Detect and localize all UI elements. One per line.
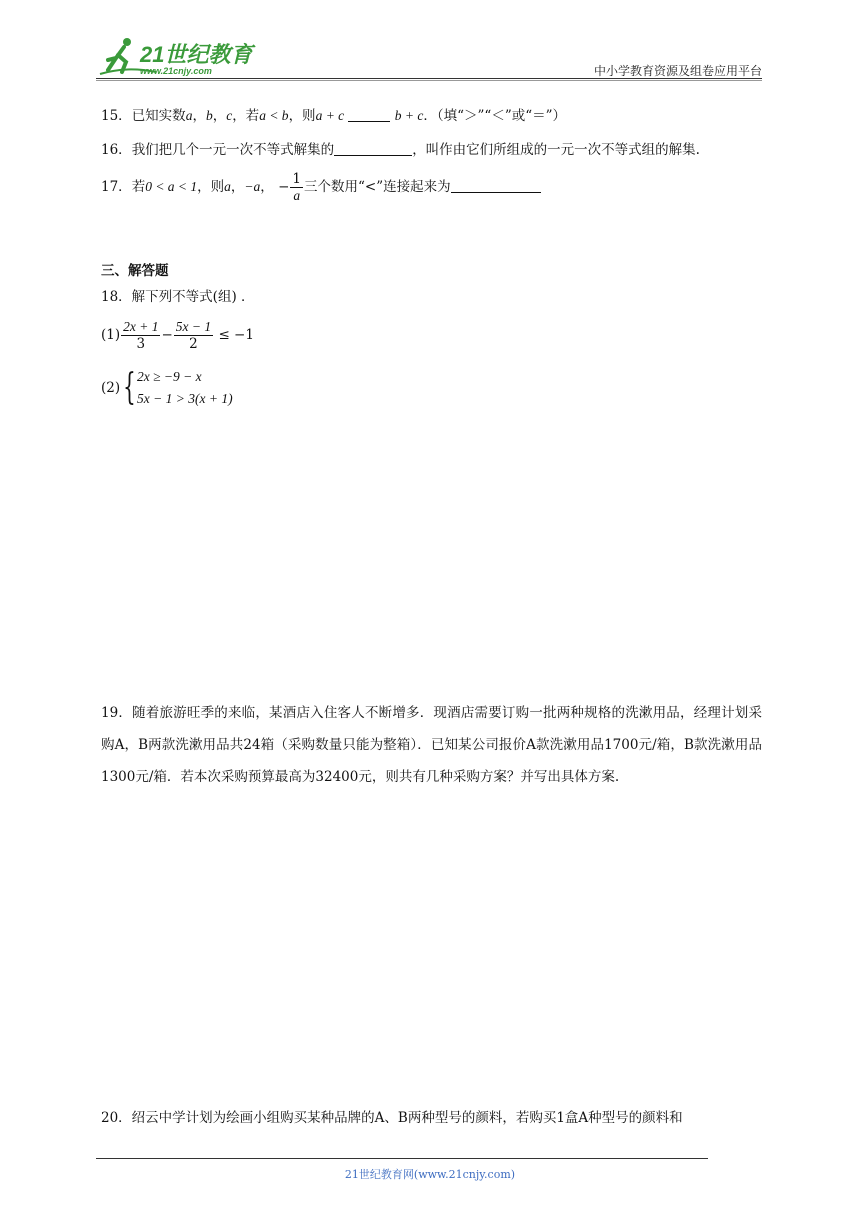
question-18-title: 18．解下列不等式(组) ．	[101, 289, 255, 305]
fraction: $\frac{1}{a}$	[292, 171, 301, 203]
question-17: 17．若0 < a < 1，则a，−a， − $\frac{1}{a}$ 三个数用“<”连接起来为	[101, 170, 541, 204]
answer-blank	[451, 178, 541, 193]
footer-link[interactable]: 21世纪教育网(www.21cnjy.com)	[344, 1168, 516, 1181]
question-18-part2: (2){ 2x ≥ −9 − x 5x − 1 > 3(x + 1)	[101, 367, 233, 408]
header-divider	[96, 78, 762, 79]
answer-blank	[334, 141, 412, 156]
question-19: 19．随着旅游旺季的来临，某酒店入住客人不断增多．现酒店需要订购一批两种规格的洗漱用品，经理计划采购A，B两款洗漱用品共24箱（采购数量只能为整箱）．已知某公司报价A款洗漱用品1700元/箱，B款洗漱用品1300元/箱．若本次采购预算最高为32400元，则共有几种采购方案？并写出具体方案.	[101, 705, 762, 785]
header-divider-thin	[96, 80, 762, 81]
section-heading: 三、解答题	[101, 263, 169, 279]
footer-divider	[96, 1158, 708, 1159]
runner-logo-icon	[96, 36, 256, 80]
logo-url: www.21cnjy.com	[140, 66, 212, 76]
site-logo	[96, 36, 256, 80]
answer-blank	[348, 107, 390, 122]
header-platform-text: 中小学教育资源及组卷应用平台	[593, 64, 762, 78]
question-16: 16．我们把几个一元一次不等式解集的 ，叫作由它们所组成的一元一次不等式组的解集.	[101, 142, 700, 158]
logo-text: 21世纪教育	[140, 42, 253, 67]
question-18-part1: (1) $\frac{2x + 1}{3}$ − $\frac{5x - 1}{2}$ ≤ −1	[101, 319, 254, 352]
question-20: 20．绍云中学计划为绘画小组购买某种品牌的A、B两种型号的颜料，若购买1盒A种型号的颜料和	[101, 1110, 683, 1126]
question-15: 15．已知实数a，b，c，若a < b，则a + c b + c．（填“＞”“＜”或“＝”）	[101, 108, 567, 124]
